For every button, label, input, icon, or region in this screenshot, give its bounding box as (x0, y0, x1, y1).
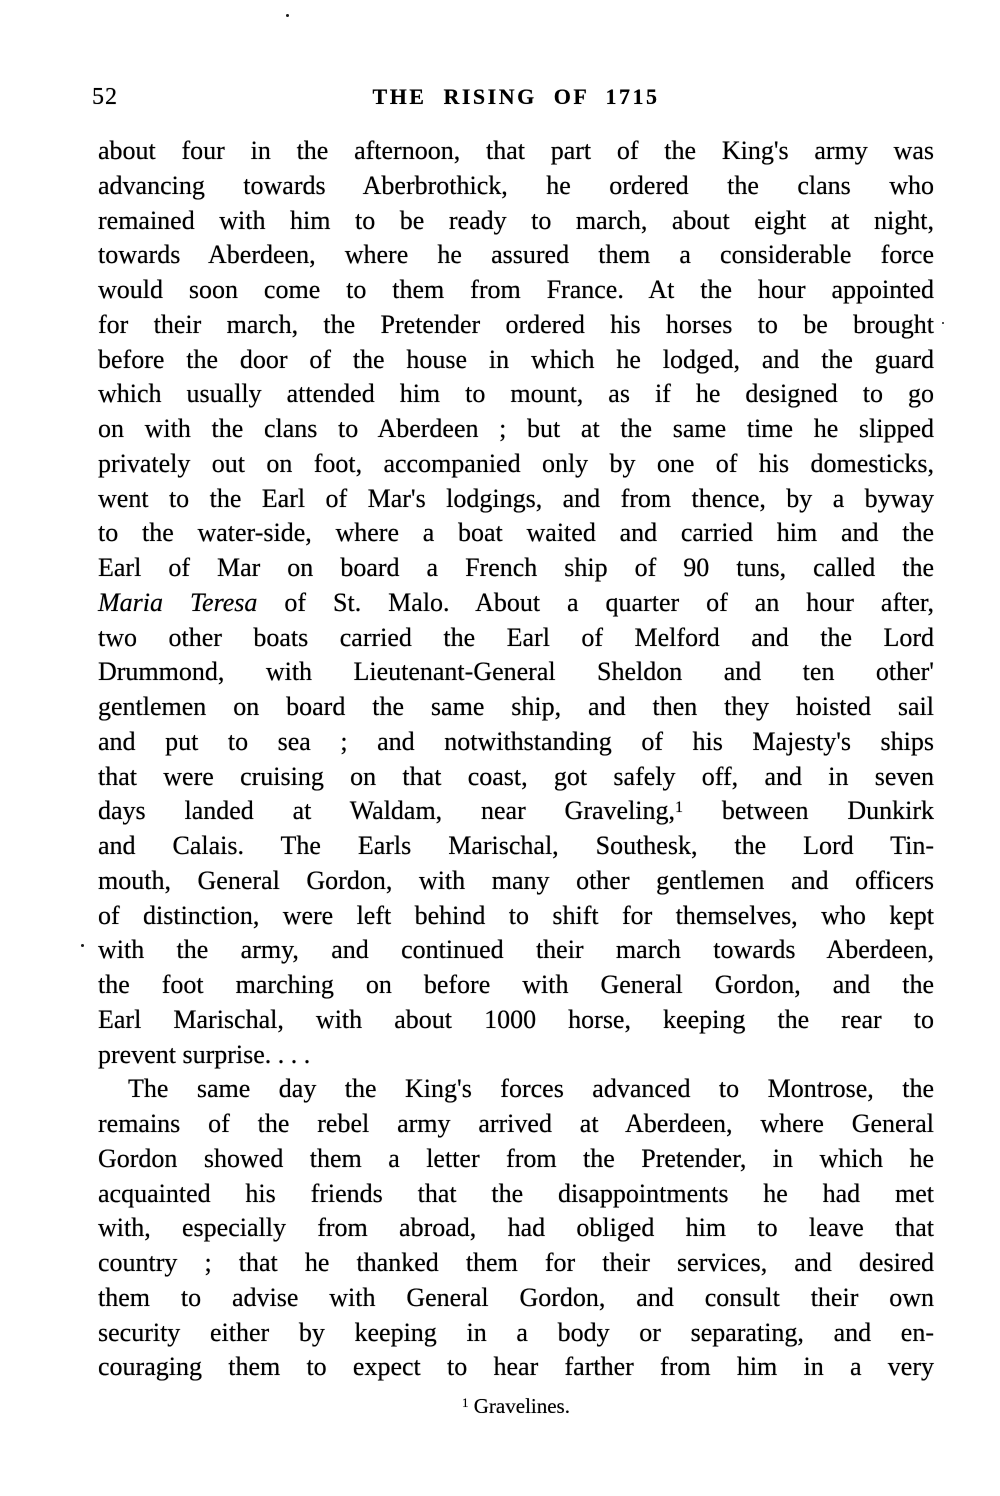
text-line: remains of the rebel army arrived at Aberdeen, where General (98, 1109, 934, 1138)
body-text (98, 134, 934, 1385)
text-line: on with the clans to Aberdeen ; but at the same time he slipped (98, 414, 934, 443)
text-line: them to advise with General Gordon, and consult their own (98, 1282, 934, 1312)
running-title: THE RISING OF 1715 (372, 84, 660, 109)
text-line: security either by keeping in a body or separating, and en- (98, 1317, 934, 1347)
scan-artifact-dot (942, 322, 944, 324)
text-line: of distinction, were left behind to shift for themselves, who kept (98, 900, 934, 930)
text-line: for their march, the Pretender ordered his horses to be brought (98, 309, 934, 339)
text-line: and put to sea ; and notwithstanding of his Majesty's ships (98, 726, 934, 756)
text-line: and Calais. The Earls Marischal, Southesk, the Lord Tin- (98, 831, 934, 860)
text-line: privately out on foot, accompanied only by one of his domesticks, (98, 448, 934, 478)
text-line: country ; that he thanked them for their services, and desired (98, 1248, 934, 1277)
text-line: went to the Earl of Mar's lodgings, and from thence, by a byway (98, 483, 934, 513)
text-line: with the army, and continued their march towards Aberdeen, (98, 935, 934, 965)
text-line: Earl of Mar on board a French ship of 90 tuns, called the (98, 553, 934, 582)
footnote (98, 1394, 934, 1419)
text-line: acquainted his friends that the disappointments he had met (98, 1178, 934, 1208)
scan-artifact-dot (81, 944, 84, 947)
text-line: to the water-side, where a boat waited and carried him and the (98, 518, 934, 548)
text-line: couraging them to expect to hear farther from him in a very (98, 1352, 934, 1382)
scan-artifact-dot (286, 14, 289, 17)
text-line: two other boats carried the Earl of Melford and the Lord (98, 622, 934, 652)
text-line: towards Aberdeen, where he assured them a considerable force (98, 240, 934, 270)
text-line: Maria Teresa of St. Malo. About a quarter of an hour after, (98, 587, 934, 617)
footnote-marker: 1 (462, 1395, 469, 1411)
text-line: that were cruising on that coast, got safely off, and in seven (98, 761, 934, 791)
text-line: Earl Marischal, with about 1000 horse, keeping the rear to (98, 1004, 934, 1034)
text-line: which usually attended him to mount, as if he designed to go (98, 379, 934, 409)
text-line: Gordon showed them a letter from the Pretender, in which he (98, 1143, 934, 1173)
text-line: days landed at Waldam, near Graveling,$^1$ between Dunkirk (98, 796, 934, 826)
text-line: about four in the afternoon, that part of the King's army was (98, 136, 934, 165)
text-line: The same day the King's forces advanced to Montrose, the (128, 1074, 934, 1104)
text-line: with, especially from abroad, had obliged him to leave that (98, 1213, 934, 1243)
text-line: gentlemen on board the same ship, and then they hoisted sail (98, 692, 934, 721)
page-number: 52 (92, 84, 118, 110)
footnote-text: Gravelines. (473, 1394, 570, 1418)
text-line: Drummond, with Lieutenant-General Sheldon and ten other' (98, 657, 934, 687)
text-line: advancing towards Aberbrothick, he ordered the clans who (98, 170, 934, 200)
text-line: would soon come to them from France. At the hour appointed (98, 275, 934, 304)
text-line: before the door of the house in which he lodged, and the guard (98, 344, 934, 374)
text-line: remained with him to be ready to march, about eight at night, (98, 205, 934, 235)
text-line: mouth, General Gordon, with many other gentlemen and officers (98, 865, 934, 895)
text-line: prevent surprise. . . . (98, 1039, 311, 1069)
running-head (92, 82, 934, 112)
text-line: the foot marching on before with General Gordon, and the (98, 970, 934, 999)
